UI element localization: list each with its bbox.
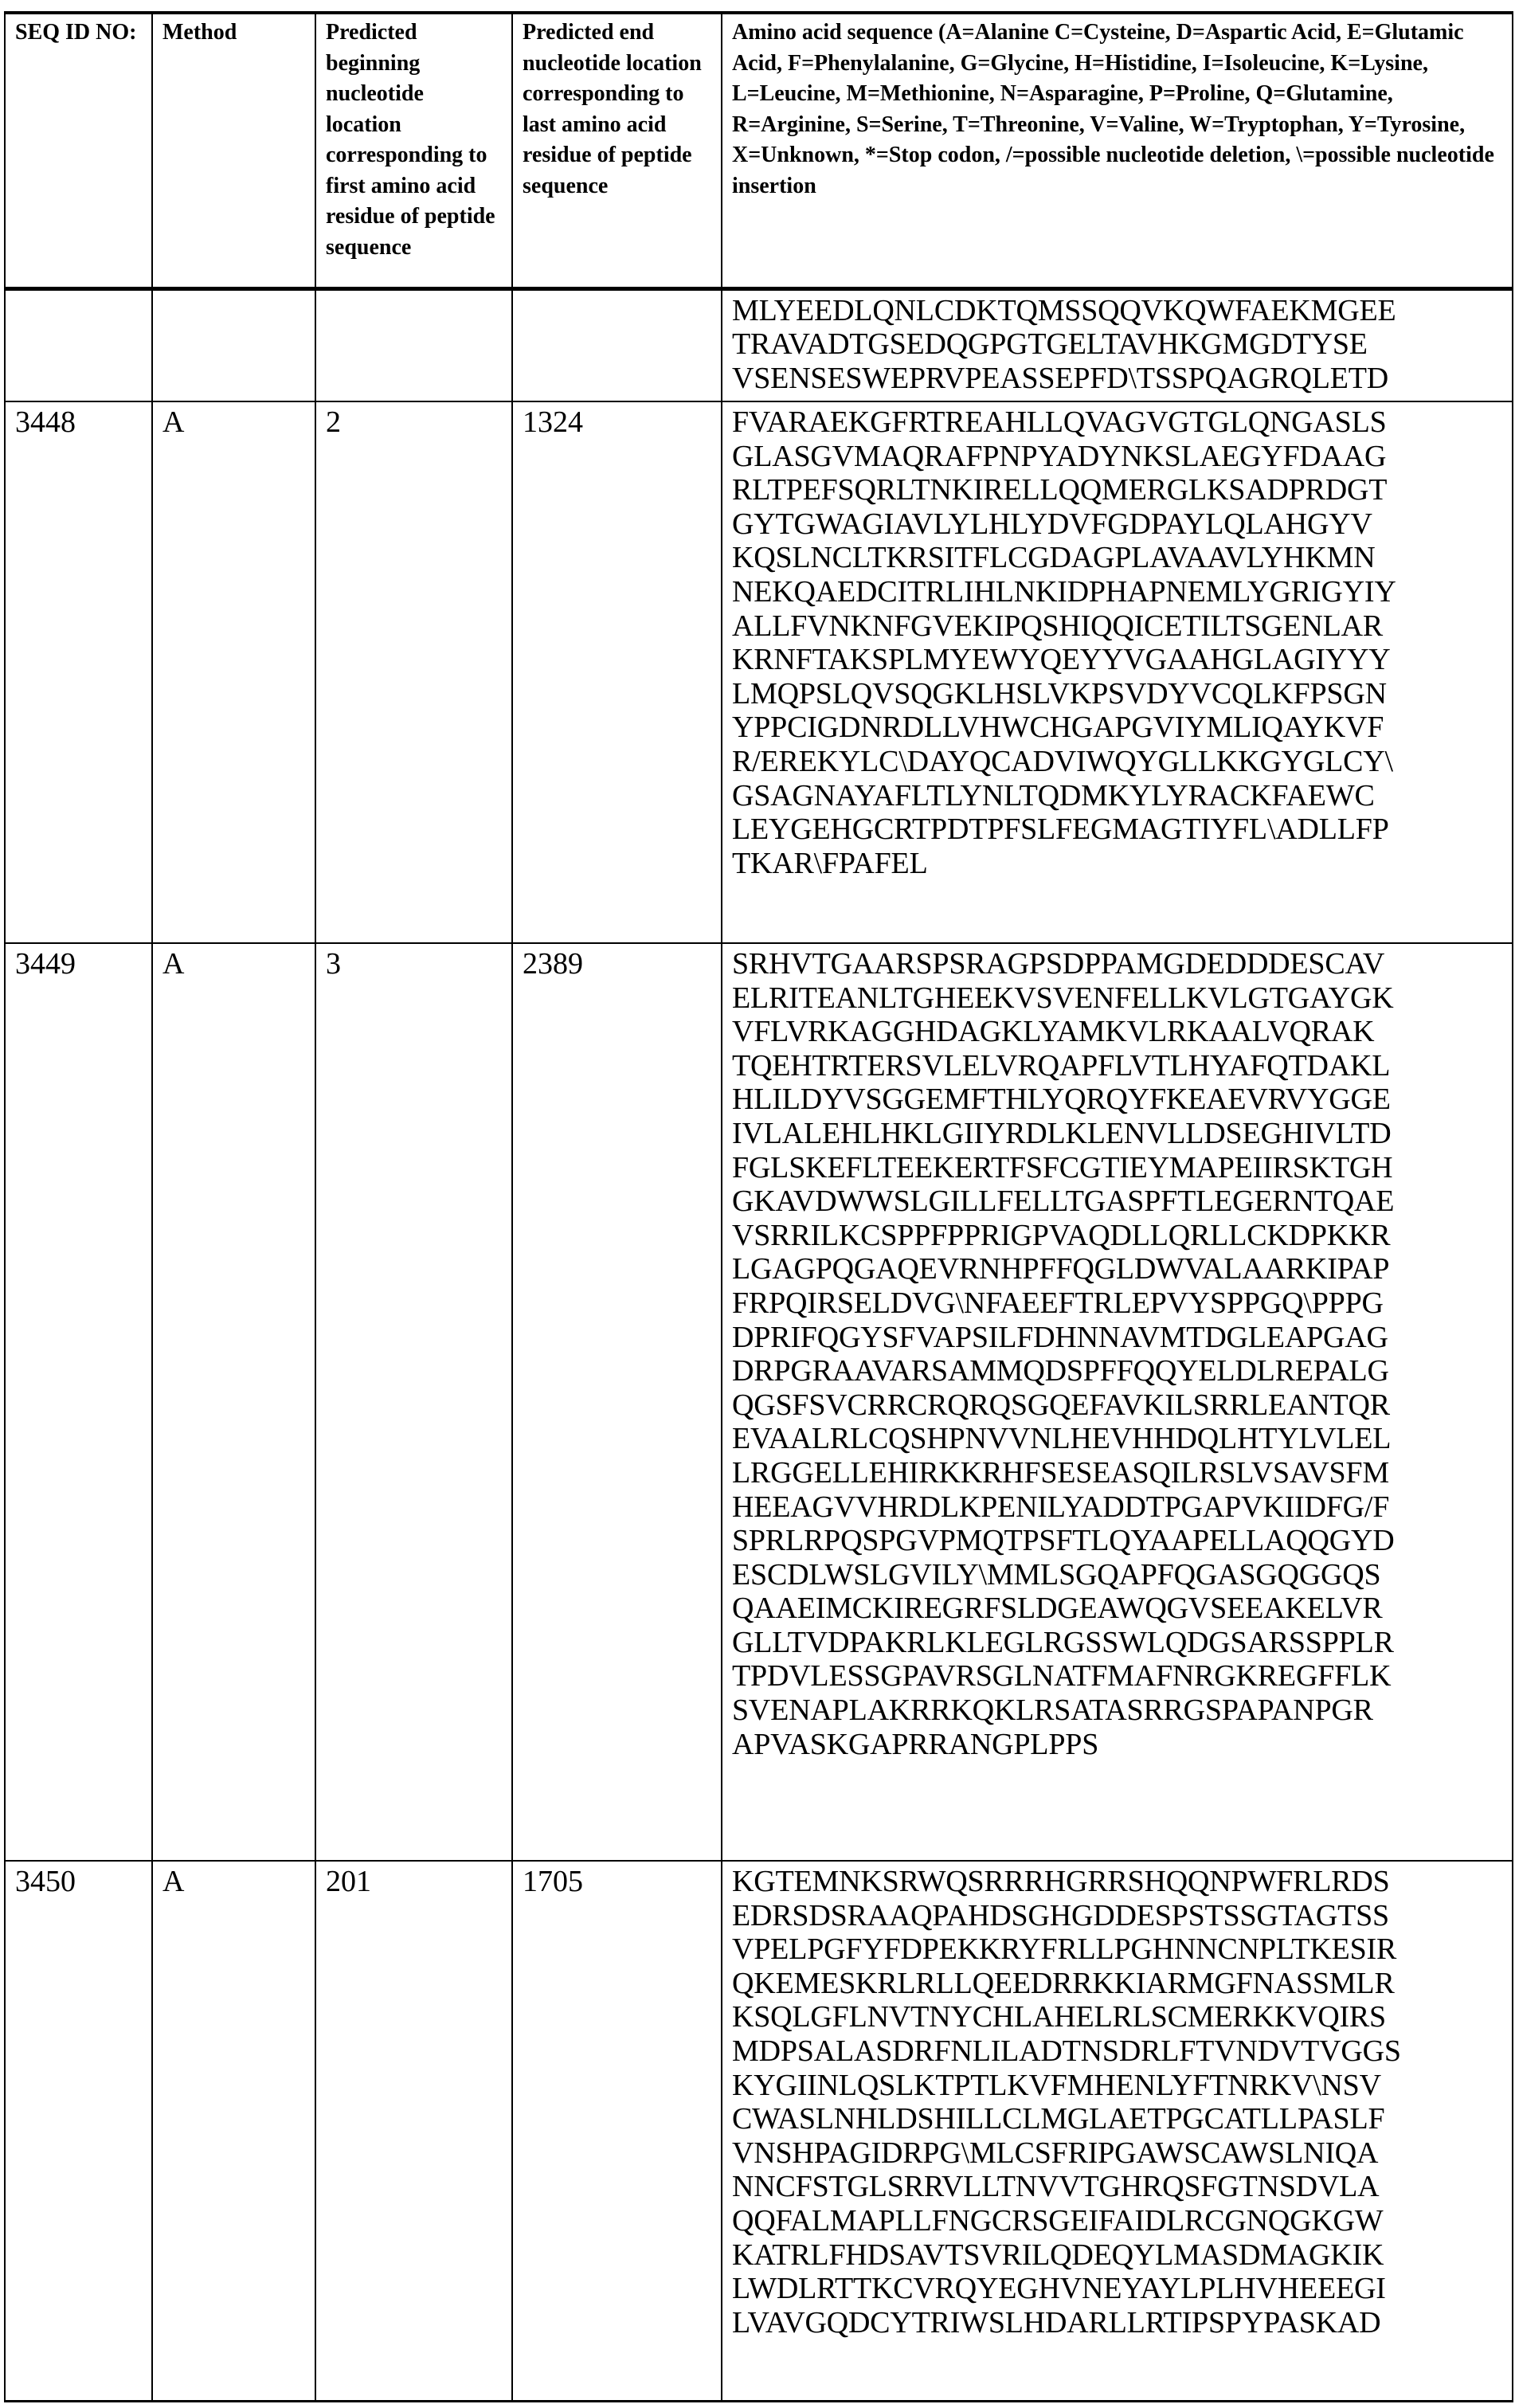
sequence-line: VSENSESWEPRVPEASSEPFD\TSSPQAGRQLETD <box>732 362 1504 396</box>
sequence-line: RLTPEFSQRLTNKIRELLQQMERGLKSADPRDGT <box>732 473 1504 507</box>
sequence-line: TRAVADTGSEDQGPGTGELTAVHKGMGDTYSE <box>732 327 1504 362</box>
begin-cell: 3 <box>315 943 512 1861</box>
sequence-line: APVASKGAPRRANGPLPPS <box>732 1728 1504 1762</box>
sequence-line: IVLALEHLHKLGIIYRDLKLENVLLDSEGHIVLTD <box>732 1117 1504 1151</box>
sequence-line: ALLFVNKNFGVEKIPQSHIQQICETILTSGENLAR <box>732 609 1504 644</box>
end-cell: 2389 <box>512 943 722 1861</box>
table-row <box>5 401 1513 943</box>
sequence-line: LVAVGQDCYTRIWSLHDARLLRTIPSPYPASKAD <box>732 2306 1504 2340</box>
header-end: Predicted end nucleotide location corresponding to last amino acid residue of peptide sequence <box>512 13 722 288</box>
sequence-line: VPELPGFYFDPEKKRYFRLLPGHNNCNPLTKESIR <box>732 1932 1504 1967</box>
method-cell: A <box>152 943 315 1861</box>
sequence-line: VFLVRKAGGHDAGKLYAMKVLRKAALVQRAK <box>732 1015 1504 1049</box>
table-row <box>5 288 1513 401</box>
sequence-cell <box>722 288 1513 401</box>
sequence-line: CWASLNHLDSHILLCLMGLAETPGCATLLPASLF <box>732 2102 1504 2136</box>
sequence-line: QGSFSVCRRCRQRQSGQEFAVKILSRRLEANTQR <box>732 1388 1504 1423</box>
sequence-line: FRPQIRSELDVG\NFAEEFTRLEPVYSPPGQ\PPPG <box>732 1286 1504 1321</box>
sequence-cell <box>722 1861 1513 2401</box>
begin-cell: 2 <box>315 401 512 943</box>
sequence-line: HEEAGVVHRDLKPENILYADDTPGAPVKIIDFG/F <box>732 1490 1504 1525</box>
header-row <box>5 13 1513 288</box>
table-row <box>5 1861 1513 2401</box>
sequence-line: FVARAEKGFRTREAHLLQVAGVGTGLQNGASLS <box>732 405 1504 440</box>
sequence-line: NNCFSTGLSRRVLLTNVVTGHRQSFGTNSDVLA <box>732 2170 1504 2204</box>
sequence-line: NEKQAEDCITRLIHLNKIDPHAPNEMLYGRIGYIY <box>732 575 1504 609</box>
sequence-line: SRHVTGAARSPSRAGPSDPPAMGDEDDDESCAV <box>732 947 1504 981</box>
sequence-cell <box>722 943 1513 1861</box>
method-cell: A <box>152 401 315 943</box>
header-seq-id: SEQ ID NO: <box>5 13 152 288</box>
end-cell <box>512 288 722 401</box>
sequence-line: KQSLNCLTKRSITFLCGDAGPLAVAAVLYHKMN <box>732 541 1504 575</box>
sequence-line: SVENAPLAKRRKQKLRSATASRRGSPAPANPGR <box>732 1693 1504 1728</box>
sequence-line: EDRSDSRAAQPAHDSGHGDDESPSTSSGTAGTSS <box>732 1899 1504 1933</box>
sequence-line: VSRRILKCSPPFPPRIGPVAQDLLQRLLCKDPKKR <box>732 1219 1504 1253</box>
sequence-line: GYTGWAGIAVLYLHLYDVFGDPAYLQLAHGYV <box>732 507 1504 542</box>
sequence-line: QKEMESKRLRLLQEEDRRKKIARMGFNASSMLR <box>732 1967 1504 2001</box>
sequence-line: LGAGPQGAQEVRNHPFFQGLDWVALAARKIPAP <box>732 1252 1504 1286</box>
sequence-line: HLILDYVSGGEMFTHLYQRQYFKEAEVRVYGGE <box>732 1083 1504 1117</box>
sequence-line: KATRLFHDSAVTSVRILQDEQYLMASDMAGKIK <box>732 2238 1504 2273</box>
sequence-line: KGTEMNKSRWQSRRRHGRRSHQQNPWFRLRDS <box>732 1865 1504 1899</box>
sequence-line: KYGIINLQSLKTPTLKVFMHENLYFTNRKV\NSV <box>732 2069 1504 2103</box>
header-sequence: Amino acid sequence (A=Alanine C=Cysteine, D=Aspartic Acid, E=Glutamic Acid, F=Phenylalanine, G=Glycine, H=Histidine, I=Isoleucine, K=Lysine, L=Leucine, M=Methionine, N=Asparagine, P=Proline, Q=Glutamine, R=Arginine, S=Serine, T=Threonine, V=Valine, W=Tryptophan, Y=Tyrosine, X=Unknown, *=Stop codon, /=possible nucleotide deletion, \=possible nucleotide insertion <box>722 13 1513 288</box>
begin-cell <box>315 288 512 401</box>
sequence-line: DRPGRAAVARSAMMQDSPFFQQYELDLREPALG <box>732 1354 1504 1388</box>
sequence-cell <box>722 401 1513 943</box>
sequence-line: QQFALMAPLLFNGCRSGEIFAIDLRCGNQGKGW <box>732 2204 1504 2238</box>
sequence-line: GLASGVMAQRAFPNPYADYNKSLAEGYFDAAG <box>732 440 1504 474</box>
sequence-line: LWDLRTTKCVRQYEGHVNEYAYLPLHVHEEEGI <box>732 2272 1504 2306</box>
sequence-line: LMQPSLQVSQGKLHSLVKPSVDYVCQLKFPSGN <box>732 677 1504 711</box>
end-cell: 1324 <box>512 401 722 943</box>
sequence-line: LRGGELLEHIRKKRHFSESEASQILRSLVSAVSFM <box>732 1456 1504 1490</box>
sequence-line: GLLTVDPAKRLKLEGLRGSSWLQDGSARSSPPLR <box>732 1626 1504 1660</box>
sequence-line: VNSHPAGIDRPG\MLCSFRIPGAWSCAWSLNIQA <box>732 2136 1504 2171</box>
seq-id-cell: 3450 <box>5 1861 152 2401</box>
sequence-line: TQEHTRTERSVLELVRQAPFLVTLHYAFQTDAKL <box>732 1049 1504 1083</box>
sequence-line: ELRITEANLTGHEEKVSVENFELLKVLGTGAYGK <box>732 981 1504 1016</box>
sequence-line: LEYGEHGCRTPDTPFSLFEGMAGTIYFL\ADLLFP <box>732 812 1504 847</box>
sequence-line: YPPCIGDNRDLLVHWCHGAPGVIYMLIQAYKVF <box>732 711 1504 745</box>
seq-id-cell: 3449 <box>5 943 152 1861</box>
header-begin: Predicted beginning nucleotide location corresponding to first amino acid residue of peptide sequence <box>315 13 512 288</box>
end-cell: 1705 <box>512 1861 722 2401</box>
table-row <box>5 943 1513 1861</box>
sequence-line: QAAEIMCKIREGRFSLDGEAWQGVSEEAKELVR <box>732 1592 1504 1626</box>
sequence-line: FGLSKEFLTEEKERTFSFCGTIEYMAPEIIRSKTGH <box>732 1151 1504 1185</box>
sequence-line: TKAR\FPAFEL <box>732 847 1504 881</box>
seq-id-cell <box>5 288 152 401</box>
sequence-line: R/EREKYLC\DAYQCADVIWQYGLLKKGYGLCY\ <box>732 745 1504 779</box>
sequence-line: KRNFTAKSPLMYEWYQEYYVGAAHGLAGIYYY <box>732 643 1504 677</box>
sequence-line: KSQLGFLNVTNYCHLAHELRLSCMERKKVQIRS <box>732 2000 1504 2034</box>
sequence-line: GSAGNAYAFLTLYNLTQDMKYLYRACKFAEWC <box>732 779 1504 813</box>
method-cell: A <box>152 1861 315 2401</box>
sequence-line: MDPSALASDRFNLILADTNSDRLFTVNDVTVGGS <box>732 2034 1504 2069</box>
sequence-line: TPDVLESSGPAVRSGLNATFMAFNRGKREGFFLK <box>732 1659 1504 1693</box>
method-cell <box>152 288 315 401</box>
seq-id-cell: 3448 <box>5 401 152 943</box>
sequence-line: MLYEEDLQNLCDKTQMSSQQVKQWFAEKMGEE <box>732 294 1504 328</box>
sequence-line: GKAVDWWSLGILLFELLTGASPFTLEGERNTQAE <box>732 1184 1504 1219</box>
sequence-line: ESCDLWSLGVILY\MMLSGQAPFQGASGQGGQS <box>732 1558 1504 1592</box>
sequence-line: SPRLRPQSPGVPMQTPSFTLQYAAPELLAQQGYD <box>732 1524 1504 1558</box>
begin-cell: 201 <box>315 1861 512 2401</box>
sequence-line: DPRIFQGYSFVAPSILFDHNNAVMTDGLEAPGAG <box>732 1321 1504 1355</box>
sequence-line: EVAALRLCQSHPNVVNLHEVHHDQLHTYLVLEL <box>732 1422 1504 1456</box>
header-method: Method <box>152 13 315 288</box>
sequence-table <box>4 11 1513 2402</box>
